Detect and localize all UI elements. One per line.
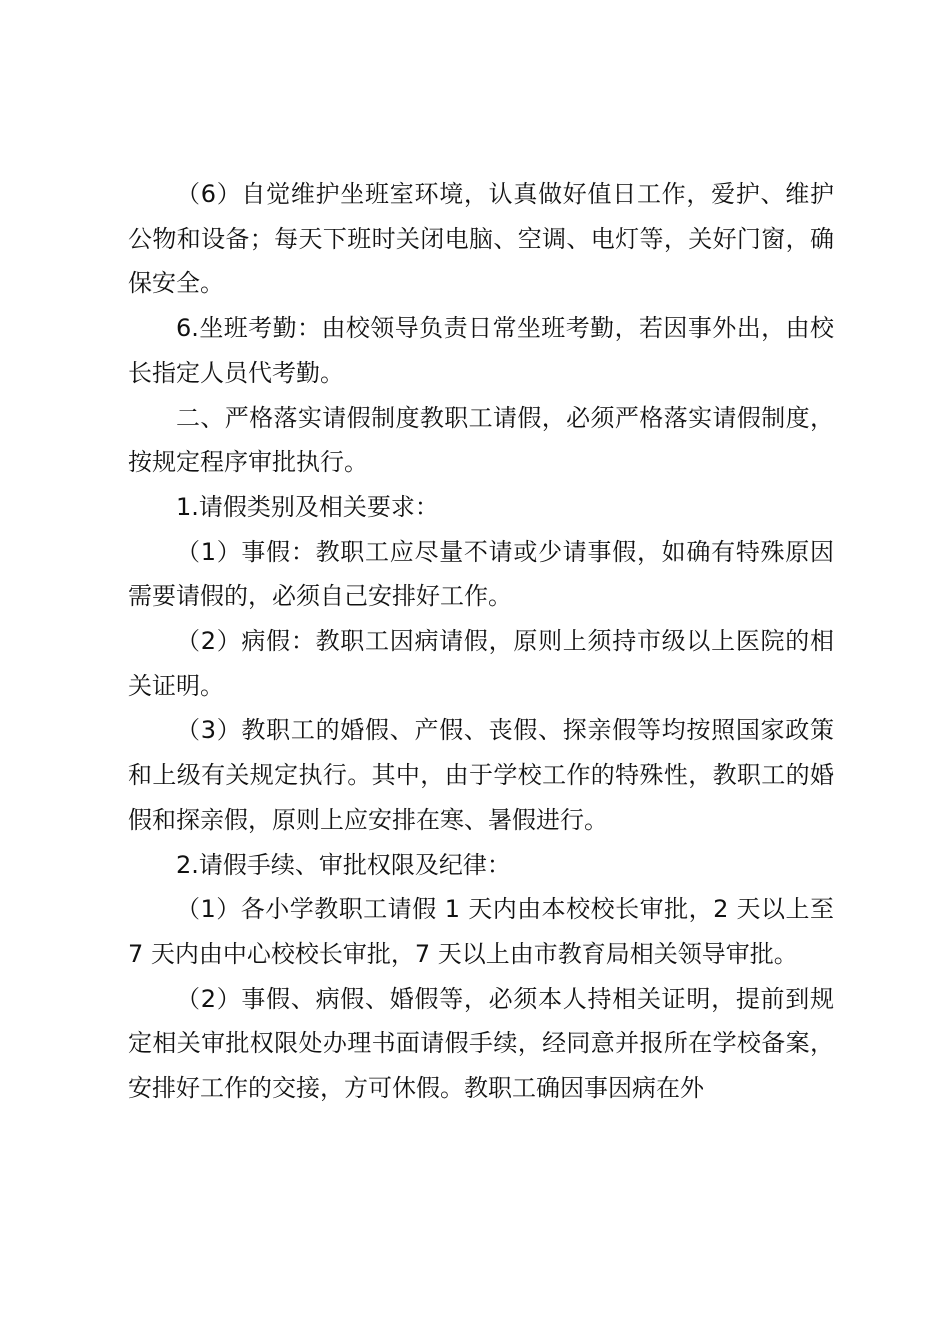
paragraph-personal-leave: （1）事假：教职工应尽量不请或少请事假，如确有特殊原因需要请假的，必须自己安排好工作。 [128,537,834,611]
paragraph-attendance: 6.坐班考勤：由校领导负责日常坐班考勤，若因事外出，由校长指定人员代考勤。 [128,314,834,387]
paragraph-sick-leave: （2）病假：教职工因病请假，原则上须持市级以上医院的相关证明。 [128,627,834,700]
document-body [128,172,834,1111]
paragraph-leave-procedure: （2）事假、病假、婚假等，必须本人持相关证明，提前到规定相关审批权限处办理书面请假手续，经同意并报所在学校备案，安排好工作的交接，方可休假。教职工确因事因病在外 [128,984,834,1103]
paragraph-duty-environment: （6）自觉维护坐班室环境，认真做好值日工作，爱护、维护公物和设备；每天下班时关闭电脑、空调、电灯等，关好门窗，确保安全。 [128,180,834,298]
paragraph-leave-types-heading: 1.请假类别及相关要求： [176,492,439,521]
paragraph-leave-system-heading: 二、严格落实请假制度教职工请假，必须严格落实请假制度，按规定程序审批执行。 [128,403,834,477]
paragraph-approval-authority: （1）各小学教职工请假 1 天内由本校校长审批，2 天以上至 7 天内由中心校校长审批，7 天以上由市教育局相关领导审批。 [128,895,834,968]
paragraph-procedures-heading: 2.请假手续、审批权限及纪律： [176,850,511,879]
paragraph-other-leave: （3）教职工的婚假、产假、丧假、探亲假等均按照国家政策和上级有关规定执行。其中，由于学校工作的特殊性，教职工的婚假和探亲假，原则上应安排在寒、暑假进行。 [128,716,834,834]
